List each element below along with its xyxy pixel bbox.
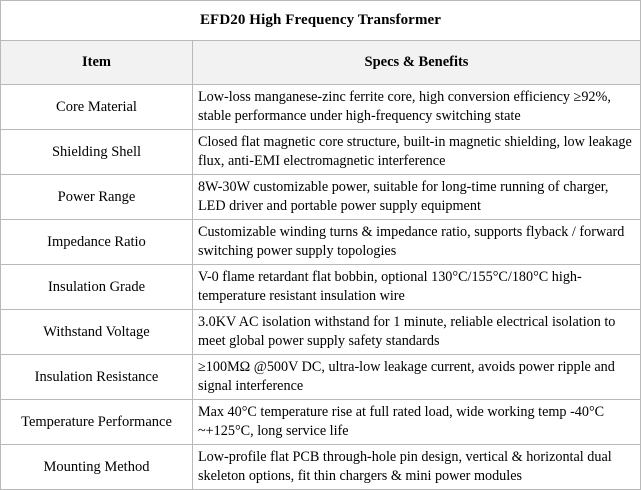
table-row bbox=[1, 445, 641, 490]
table-row bbox=[1, 310, 641, 355]
table-row bbox=[1, 175, 641, 220]
row-spec-text: V-0 flame retardant flat bobbin, optional 130°C/155°C/180°C high-temperature resistant insulation wire bbox=[193, 265, 641, 310]
row-item-label: Temperature Performance bbox=[1, 400, 193, 445]
row-spec-text: Customizable winding turns & impedance ratio, supports flyback / forward switching power supply topologies bbox=[193, 220, 641, 265]
row-item-label: Insulation Resistance bbox=[1, 355, 193, 400]
table-row bbox=[1, 265, 641, 310]
row-spec-text: Low-loss manganese-zinc ferrite core, high conversion efficiency ≥92%, stable performance under high-frequency switching state bbox=[193, 85, 641, 130]
row-item-label: Withstand Voltage bbox=[1, 310, 193, 355]
row-spec-text: Max 40°C temperature rise at full rated load, wide working temp -40°C ~+125°C, long service life bbox=[193, 400, 641, 445]
table-row bbox=[1, 400, 641, 445]
row-spec-text: Low-profile flat PCB through-hole pin design, vertical & horizontal dual skeleton options, fit thin chargers & mini power modules bbox=[193, 445, 641, 490]
row-item-label: Shielding Shell bbox=[1, 130, 193, 175]
table-title: EFD20 High Frequency Transformer bbox=[1, 1, 641, 41]
row-spec-text: ≥100MΩ @500V DC, ultra-low leakage current, avoids power ripple and signal interference bbox=[193, 355, 641, 400]
row-spec-text: 8W-30W customizable power, suitable for long-time running of charger, LED driver and portable power supply equipment bbox=[193, 175, 641, 220]
header-item: Item bbox=[1, 41, 193, 85]
header-specs: Specs & Benefits bbox=[193, 41, 641, 85]
title-row bbox=[1, 1, 641, 41]
table-row bbox=[1, 85, 641, 130]
row-item-label: Impedance Ratio bbox=[1, 220, 193, 265]
row-spec-text: Closed flat magnetic core structure, built-in magnetic shielding, low leakage flux, anti-EMI electromagnetic interference bbox=[193, 130, 641, 175]
row-item-label: Insulation Grade bbox=[1, 265, 193, 310]
table-row bbox=[1, 130, 641, 175]
table-row bbox=[1, 355, 641, 400]
header-row bbox=[1, 41, 641, 85]
row-item-label: Core Material bbox=[1, 85, 193, 130]
row-item-label: Power Range bbox=[1, 175, 193, 220]
table-row bbox=[1, 220, 641, 265]
row-item-label: Mounting Method bbox=[1, 445, 193, 490]
row-spec-text: 3.0KV AC isolation withstand for 1 minute, reliable electrical isolation to meet global power supply safety standards bbox=[193, 310, 641, 355]
